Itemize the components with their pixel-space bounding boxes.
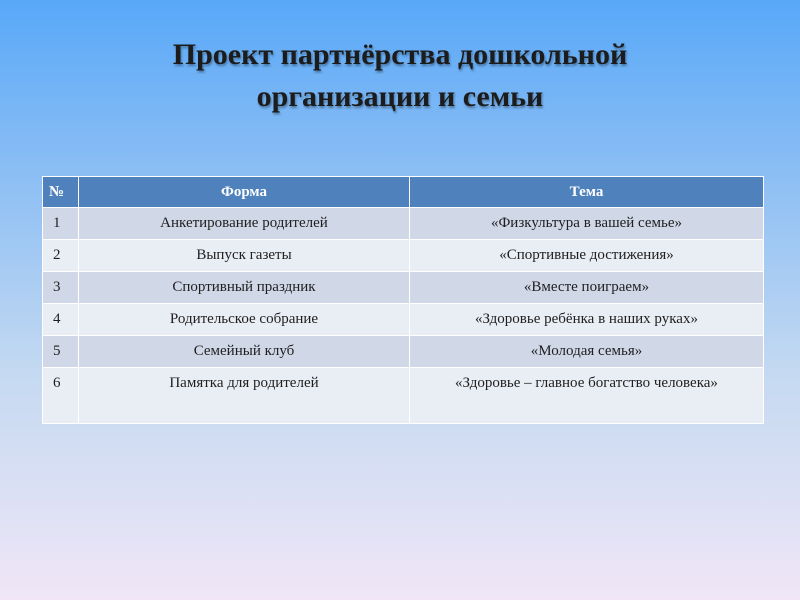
cell-form: Родительское собрание (79, 304, 410, 336)
table-row (43, 272, 764, 304)
cell-number: 4 (43, 304, 79, 336)
table-row (43, 336, 764, 368)
partnership-table (42, 176, 764, 424)
table-row (43, 240, 764, 272)
cell-form: Спортивный праздник (79, 272, 410, 304)
slide-title-line-2: организации и семьи (256, 80, 544, 113)
column-header-number: № (43, 177, 79, 208)
cell-form: Памятка для родителей (79, 368, 410, 424)
cell-topic: «Вместе поиграем» (410, 272, 764, 304)
table-row (43, 304, 764, 336)
slide-title (0, 34, 800, 118)
cell-number: 2 (43, 240, 79, 272)
cell-topic: «Здоровье – главное богатство человека» (410, 368, 764, 424)
cell-form: Выпуск газеты (79, 240, 410, 272)
cell-form: Анкетирование родителей (79, 208, 410, 240)
table-row (43, 368, 764, 424)
cell-number: 5 (43, 336, 79, 368)
cell-topic: «Молодая семья» (410, 336, 764, 368)
cell-form: Семейный клуб (79, 336, 410, 368)
table-row (43, 208, 764, 240)
column-header-topic: Тема (410, 177, 764, 208)
table-header-row (43, 177, 764, 208)
cell-topic: «Физкультура в вашей семье» (410, 208, 764, 240)
column-header-form: Форма (79, 177, 410, 208)
cell-topic: «Спортивные достижения» (410, 240, 764, 272)
slide-title-line-1: Проект партнёрства дошкольной (172, 38, 628, 71)
cell-topic: «Здоровье ребёнка в наших руках» (410, 304, 764, 336)
cell-number: 6 (43, 368, 79, 424)
cell-number: 1 (43, 208, 79, 240)
cell-number: 3 (43, 272, 79, 304)
